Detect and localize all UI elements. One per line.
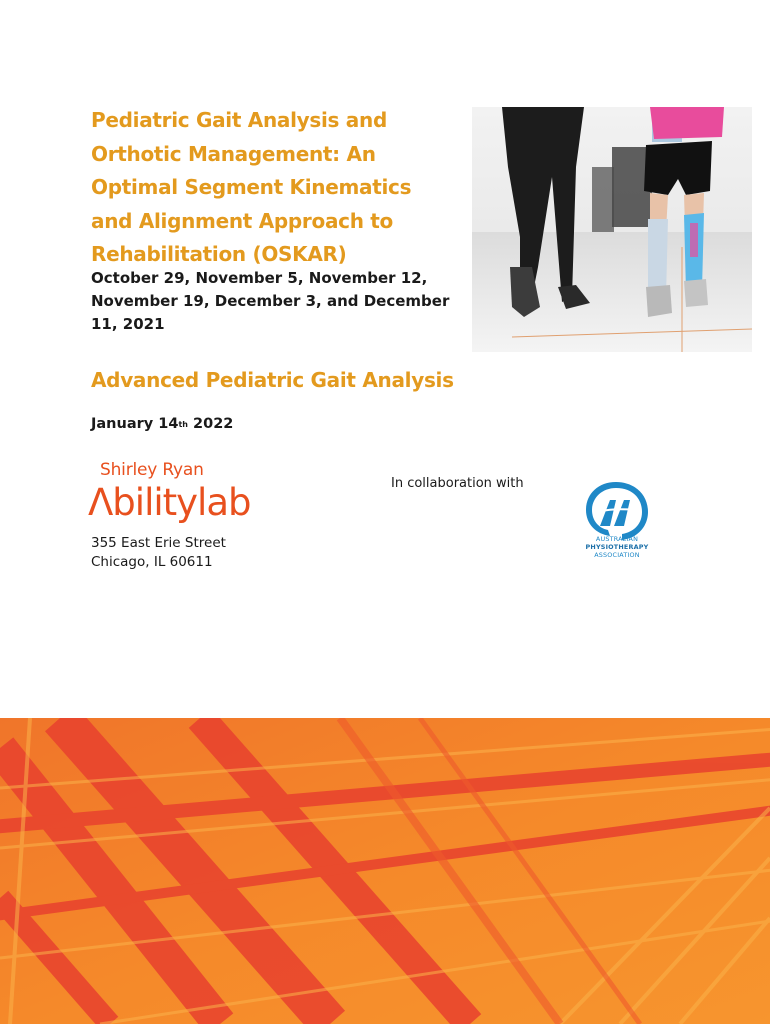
dates-line: November 19, December 3, and December <box>91 292 450 310</box>
decorative-banner <box>0 718 770 1024</box>
logo-shirley-ryan: Shirley Ryan <box>100 460 204 480</box>
title-line: and Alignment Approach to <box>91 208 393 233</box>
address-block <box>91 534 226 572</box>
address-city: Chicago, IL 60611 <box>91 554 213 570</box>
logo-abilitylab: Λbilitylab <box>88 481 251 524</box>
apa-line: AUSTRALIAN <box>595 535 639 543</box>
title-line: Rehabilitation (OSKAR) <box>91 242 347 266</box>
title-line: Optimal Segment Kinematics <box>91 175 412 199</box>
event-date-ordinal: th <box>178 420 188 429</box>
course-dates <box>91 267 463 336</box>
event-date <box>91 414 233 434</box>
apa-line: ASSOCIATION <box>594 551 640 559</box>
title-line: Pediatric Gait Analysis and <box>91 108 387 132</box>
event-date-year: 2022 <box>187 416 234 432</box>
gait-photo <box>472 107 752 352</box>
dates-line: October 29, November 5, November 12, <box>91 269 428 287</box>
section-subtitle: Advanced Pediatric Gait Analysis <box>91 368 454 392</box>
collaboration-text: In collaboration with <box>391 476 524 491</box>
event-date-day: January 14 <box>91 416 179 432</box>
title-line: Orthotic Management: An <box>91 141 376 166</box>
document-title <box>91 104 461 272</box>
address-street: 355 East Erie Street <box>91 535 226 551</box>
apa-logo-text <box>572 535 662 559</box>
apa-line: PHYSIOTHERAPY <box>585 543 649 551</box>
dates-line: 11, 2021 <box>91 315 165 333</box>
